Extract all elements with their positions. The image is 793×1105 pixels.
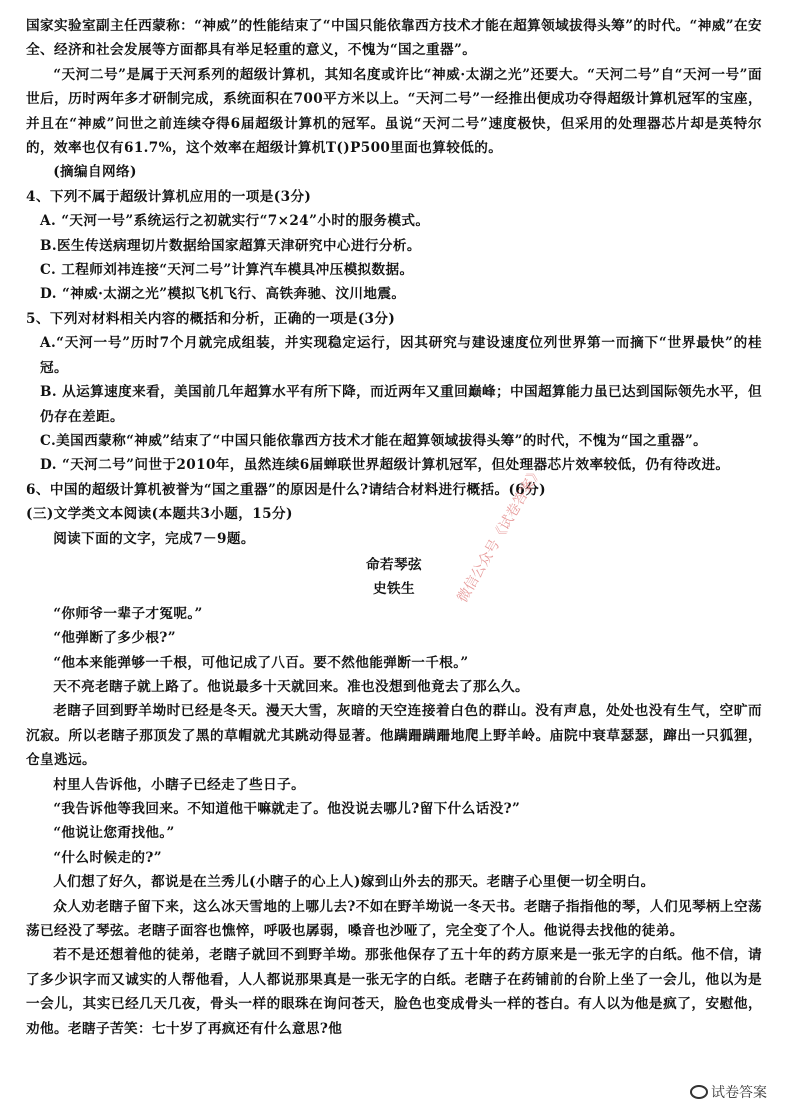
source-note: (摘编自网络): [53, 164, 137, 181]
question-4-option-d: D. “神威·太湖之光”模拟飞机飞行、高铁奔驰、汶川地震。: [40, 286, 406, 303]
reading-instruction: 阅读下面的文字，完成7－9题。: [53, 530, 255, 547]
story-dialogue-1: “你师爷一辈子才冤呢。”: [53, 605, 203, 622]
question-6: 6、中国的超级计算机被誉为“国之重器”的原因是什么?请结合材料进行概括。(6分): [26, 481, 546, 498]
story-title: 命若琴弦: [366, 556, 422, 573]
paragraph-material-end: 国家实验室副主任西蒙称：“神威”的性能结束了“中国只能依靠西方技术才能在超算领域拔得头筹”的时代。“神威”在安全、经济和社会发展等方面都具有举足轻重的意义，不愧为“国之重器”。: [26, 18, 762, 59]
story-dialogue-2: “他弹断了多少根?”: [53, 630, 176, 647]
document-body: [26, 14, 762, 1041]
question-5-option-a: A.“天河一号”历时7个月就完成组装，并实现稳定运行，因其研究与建设速度位列世界第一而摘下“世界最快”的桂冠。: [40, 335, 762, 376]
question-4-option-a: A. “天河一号”系统运行之初就实行“7×24”小时的服务模式。: [40, 213, 430, 230]
story-paragraph-1: 天不亮老瞎子就上路了。他说最多十天就回来。准也没想到他竟去了那么久。: [53, 678, 529, 695]
question-5: 5、下列对材料相关内容的概括和分析，正确的一项是(3分): [26, 310, 396, 327]
paragraph-tianhe2: “天河二号”是属于天河系列的超级计算机，其知名度或许比“神威·太湖之光”还要大。“天河二号”自“天河一号”面世后，历时两年多才研制完成，系统面积在700平方米以上。“天河二号”一经推出便成功夺得超级计算机冠军的宝座，并且在“神威”问世之前连续夺得6届超级计算机的冠军。虽说“天河二号”速度极快，但采用的处理器芯片却是英特尔的，效率也仅有61.7%，这个效率在超级计算机T()P500里面也算较低的。: [26, 66, 762, 157]
story-paragraph-3: 村里人告诉他，小瞎子已经走了些日子。: [53, 776, 306, 793]
story-paragraph-2: 老瞎子回到野羊坳时已经是冬天。漫天大雪，灰暗的天空连接着白色的群山。没有声息，处处也没有生气，空旷而沉寂。所以老瞎子那顶发了黑的草帽就尤其跳动得显著。他蹒跚蹒跚地爬上野羊岭。庙院中衰草瑟瑟，蹿出一只狐狸，仓皇逃远。: [26, 703, 762, 769]
story-dialogue-6: “什么时候走的?”: [53, 849, 162, 866]
story-dialogue-4: “我告诉他等我回来。不知道他干嘛就走了。他没说去哪儿?留下什么话没?”: [53, 801, 521, 817]
question-4: 4、下列不属于超级计算机应用的一项是(3分): [26, 188, 312, 205]
wechat-icon: [690, 1085, 708, 1099]
question-5-option-c: C.美国西蒙称“神威”结束了“中国只能依靠西方技术才能在超算领域拔得头筹”的时代，不愧为“国之重器”。: [40, 432, 708, 449]
story-author: 史铁生: [373, 581, 415, 598]
story-paragraph-4: 人们想了好久，都说是在兰秀儿(小瞎子的心上人)嫁到山外去的那天。老瞎子心里便一切全明白。: [53, 874, 655, 891]
question-4-option-c: C. 工程师刘祎连接“天河二号”计算汽车模具冲压模拟数据。: [40, 262, 414, 279]
wechat-logo: [690, 1082, 767, 1102]
question-5-option-b: B. 从运算速度来看，美国前几年超算水平有所下降，而近两年又重回巅峰；中国超算能力虽已达到国际领先水平，但仍存在差距。: [40, 384, 762, 425]
logo-label: 试卷答案: [711, 1085, 767, 1101]
story-dialogue-3: “他本来能弹够一千根，可他记成了八百。要不然他能弹断一千根。”: [53, 654, 469, 671]
story-paragraph-5: 众人劝老瞎子留下来，这么冰天雪地的上哪儿去?不如在野羊坳说一冬天书。老瞎子指指他的琴，人们见琴柄上空荡荡已经没了琴弦。老瞎子面容也憔悴，呼吸也孱弱，嗓音也沙哑了，完全变了个人。他说得去找他的徒弟。: [26, 898, 762, 940]
watermark-text: 微信公众号《试卷答案》: [454, 464, 546, 606]
question-5-option-d: D. “天河二号”问世于2010年，虽然连续6届蝉联世界超级计算机冠军，但处理器芯片效率较低，仍有待改进。: [40, 457, 730, 474]
section-3-heading: (三)文学类文本阅读(本题共3小题，15分): [26, 506, 293, 523]
story-dialogue-5: “他说让您甭找他。”: [53, 825, 175, 842]
story-paragraph-6: 若不是还想着他的徒弟，老瞎子就回不到野羊坳。那张他保存了五十年的药方原来是一张无字的白纸。他不信，请了多少识字而又诚实的人帮他看，人人都说那果真是一张无字的白纸。老瞎子在药铺前的台阶上坐了一会儿，他以为是一会儿，其实已经几天几夜，骨头一样的眼珠在询问苍天，脸色也变成骨头一样的苍白。有人以为他是疯了，安慰他，劝他。老瞎子苦笑：七十岁了再疯还有什么意思?他: [26, 947, 762, 1037]
question-4-option-b: B.医生传送病理切片数据给国家超算天津研究中心进行分析。: [40, 237, 421, 254]
